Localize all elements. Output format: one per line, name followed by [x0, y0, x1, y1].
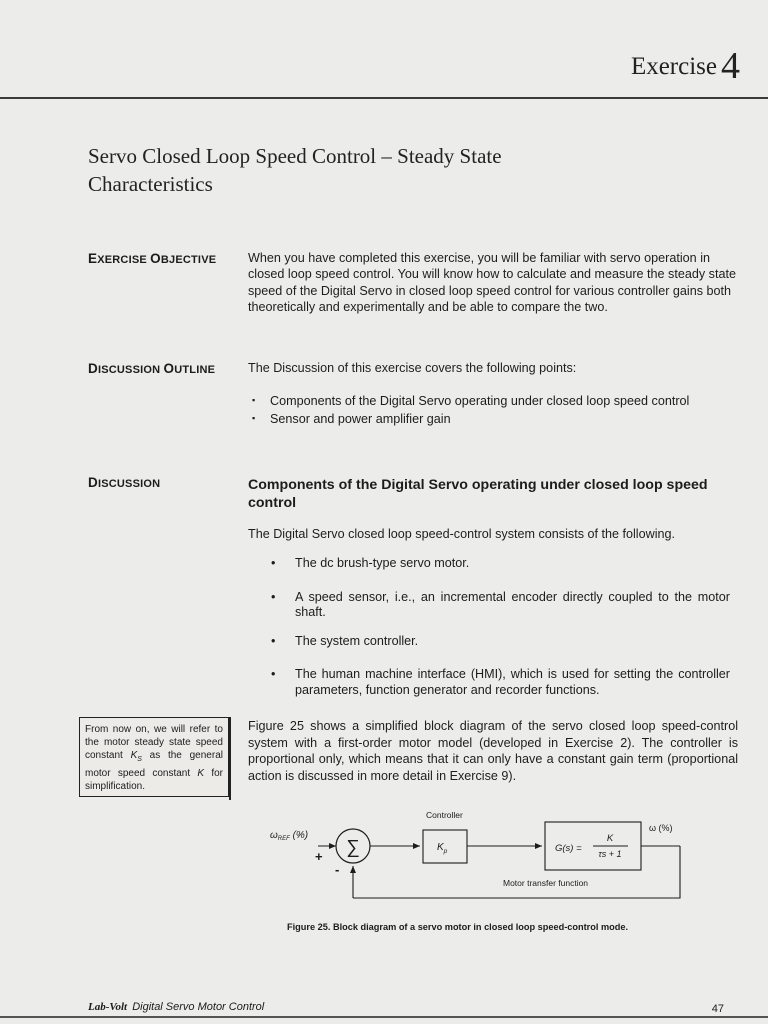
footer-title: Lab-Volt Digital Servo Motor Control: [88, 1001, 265, 1013]
header-rule: [0, 97, 768, 99]
objective-heading: EXERCISE OBJECTIVE: [88, 251, 217, 266]
block-diagram: [270, 806, 690, 914]
outline-heading: DISCUSSION OUTLINE: [88, 361, 216, 376]
margin-note: From now on, we will refer to the motor steady state speed constant $K_S$ as the general motor speed constant K for simplification.: [79, 717, 229, 797]
objective-text: When you have completed this exercise, you will be familiar with servo operation in closed loop speed control. You will know how to calculate and measure the steady state speed of the Digital Servo in closed loop speed control for various controller gains both theoretically and experimentally and be able to compare the two.: [248, 251, 736, 315]
gs-lhs: G(s) =: [555, 843, 582, 854]
gs-denominator: τs + 1: [598, 849, 622, 859]
exercise-word: Exercise: [630, 53, 717, 80]
title-line-2: Characteristics: [88, 172, 213, 196]
bullet-icon: •: [271, 589, 276, 604]
bullet-icon: •: [271, 633, 276, 648]
list-item: • A speed sensor, i.e., an incremental encoder directly coupled to the motor shaft.: [271, 589, 730, 619]
exercise-number: 4: [721, 45, 740, 87]
sum-symbol-icon: ∑: [346, 837, 360, 858]
minus-sign: -: [335, 862, 340, 877]
feedback-path: [353, 846, 680, 898]
page-number: 47: [711, 1003, 724, 1015]
discussion-heading: DISCUSSION: [88, 475, 161, 490]
kp-label: $K_p$: [437, 842, 448, 855]
components-list: [248, 556, 730, 698]
square-bullet-icon: ▪: [252, 395, 256, 405]
footer-rule: [0, 1016, 768, 1018]
square-bullet-icon: ▪: [252, 412, 256, 423]
outline-item: ▪ Sensor and power amplifier gain: [252, 411, 451, 426]
bullet-icon: •: [271, 667, 276, 681]
page-title: [88, 142, 648, 198]
gs-numerator: K: [606, 833, 614, 844]
output-label: ω (%): [649, 823, 673, 833]
list-item: • The dc brush-type servo motor.: [271, 556, 470, 570]
list-item: • The system controller.: [271, 633, 419, 648]
motor-transfer-label: Motor transfer function: [503, 878, 589, 888]
discussion-intro: The Digital Servo closed loop speed-control system consists of the following.: [248, 527, 675, 541]
outline-intro: The Discussion of this exercise covers the following points:: [248, 361, 577, 375]
controller-block: [423, 830, 467, 863]
figure-paragraph: Figure 25 shows a simplified block diagram of the servo closed loop speed-control system with a first-order motor model (developed in Exercise 2). The controller is proportional only, which means that it can only have a constant gain term (proportional action is discussed in more detail in Exercise 9).: [248, 719, 738, 783]
outline-list: [248, 394, 728, 429]
controller-label: Controller: [426, 810, 463, 820]
exercise-label: [631, 44, 740, 88]
section-title: Components of the Digital Servo operating under closed loop speed control: [248, 477, 708, 511]
outline-item: ▪ Components of the Digital Servo operating under closed loop speed control: [252, 394, 690, 408]
title-line-1: Servo Closed Loop Speed Control – Steady State: [88, 144, 502, 168]
brand-logo: Lab-Volt: [88, 1001, 128, 1013]
bullet-icon: •: [271, 556, 276, 570]
plus-sign: +: [315, 849, 323, 864]
figure-caption: Figure 25. Block diagram of a servo motor in closed loop speed-control mode.: [287, 922, 629, 932]
note-shadow-bar: [229, 717, 231, 800]
list-item: • The human machine interface (HMI), which is used for setting the controller parameters, function generator and recorder functions.: [271, 667, 730, 697]
input-label: $\omega_{REF}$ (%): [270, 830, 309, 842]
